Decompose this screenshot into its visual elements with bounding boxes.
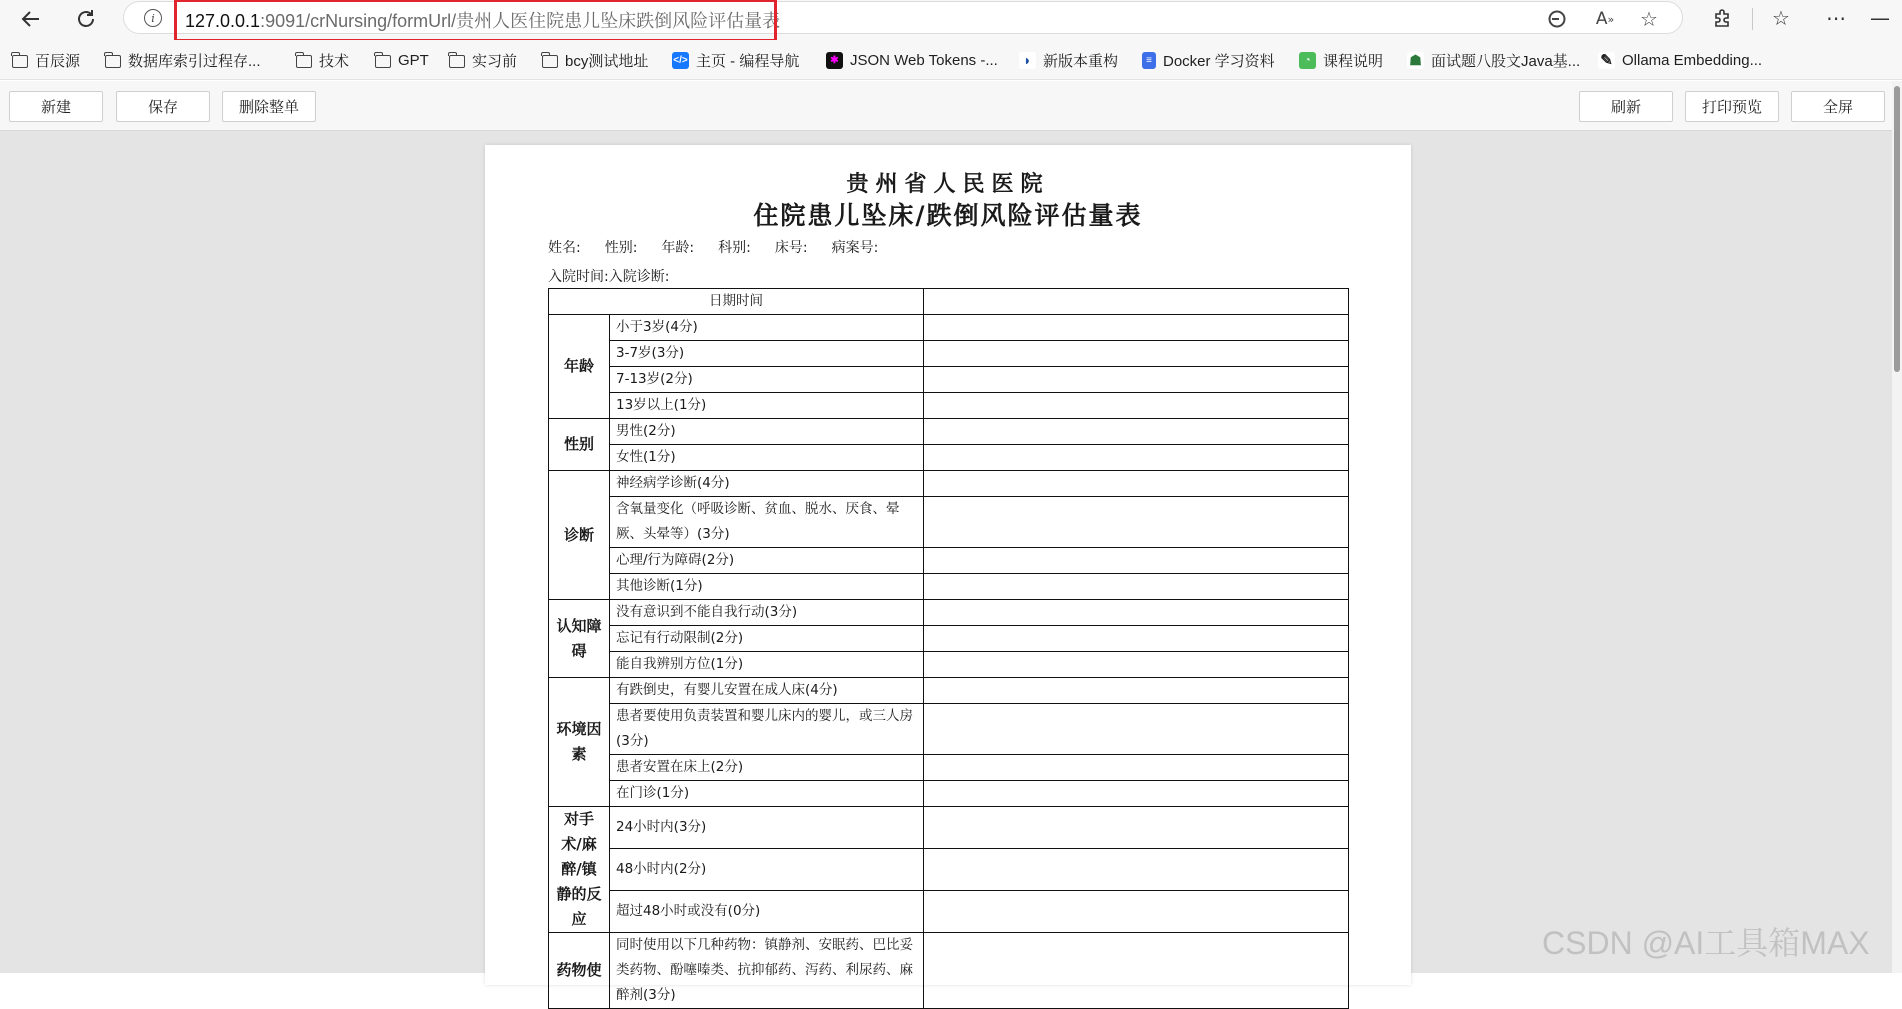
criterion-cell: 心理/行为障碍(2分) (610, 548, 924, 574)
age-label: 年龄: (661, 240, 695, 256)
criterion-cell: 超过48小时或没有(0分) (610, 891, 924, 933)
table-row (549, 704, 1349, 755)
form-title: 住院患儿坠床/跌倒风险评估量表 (753, 201, 1143, 230)
criterion-cell: 13岁以上(1分) (610, 393, 924, 419)
category-cell: 性别 (549, 419, 610, 471)
criterion-cell: 神经病学诊断(4分) (610, 471, 924, 497)
table-row (549, 574, 1349, 600)
patient-info-line (548, 237, 902, 257)
bookmark-item[interactable]: GPT (375, 48, 429, 72)
criterion-cell: 患者安置在床上(2分) (610, 755, 924, 781)
table-row (549, 419, 1349, 445)
risk-assessment-table (548, 288, 1349, 1009)
table-row (549, 367, 1349, 393)
favorites-icon[interactable]: ☆ (1772, 6, 1790, 30)
bookmark-item[interactable]: 技术 (296, 48, 349, 72)
criterion-cell: 在门诊(1分) (610, 781, 924, 807)
date-time-cell[interactable] (924, 289, 1349, 315)
folder-icon (296, 55, 312, 68)
minimize-icon[interactable]: — (1870, 6, 1890, 30)
refresh-button[interactable]: 刷新 (1579, 91, 1673, 122)
bookmark-item[interactable]: 实习前 (449, 48, 517, 72)
criterion-cell: 有跌倒史，有婴儿安置在成人床(4分) (610, 678, 924, 704)
browser-essentials-icon[interactable] (1542, 4, 1572, 34)
category-cell: 年龄 (549, 315, 610, 419)
category-cell: 环境因素 (549, 678, 610, 807)
criterion-cell: 男性(2分) (610, 419, 924, 445)
criterion-cell: 女性(1分) (610, 445, 924, 471)
table-header-row (549, 289, 1349, 315)
bookmarks-bar (0, 40, 1902, 80)
score-cell[interactable] (924, 755, 1349, 781)
url-text[interactable]: 127.0.0.1:9091/crNursing/formUrl/贵州人医住院患儿坠床跌倒风险评估量表 (185, 11, 781, 31)
save-button[interactable]: 保存 (116, 91, 210, 122)
score-cell[interactable] (924, 807, 1349, 849)
table-row (549, 393, 1349, 419)
criterion-cell: 小于3岁(4分) (610, 315, 924, 341)
doc-favicon-icon: ≡ (1142, 52, 1156, 69)
print-preview-button[interactable]: 打印预览 (1685, 91, 1779, 122)
criterion-cell: 含氧量变化（呼吸诊断、贫血、脱水、厌食、晕厥、头晕等）(3分) (610, 497, 924, 548)
gender-label: 性别: (604, 240, 638, 256)
table-row (549, 652, 1349, 678)
table-row (549, 781, 1349, 807)
table-row (549, 755, 1349, 781)
form-toolbar (0, 81, 1892, 131)
table-row (549, 626, 1349, 652)
score-cell[interactable] (924, 891, 1349, 933)
table-row (549, 548, 1349, 574)
category-cell: 药物使 (549, 933, 610, 1009)
jwt-favicon-icon: ✱ (826, 52, 843, 69)
criterion-cell: 48小时内(2分) (610, 849, 924, 891)
score-cell[interactable] (924, 393, 1349, 419)
bookmark-item[interactable]: ✎ Ollama Embedding... (1598, 48, 1762, 72)
bookmark-item[interactable]: ≡ Docker 学习资料 (1142, 48, 1275, 72)
bookmark-item[interactable]: ◗ 新版本重构 (1019, 48, 1118, 72)
favorite-star-icon[interactable]: ☆ (1640, 7, 1658, 31)
table-row (549, 678, 1349, 704)
bookmark-item[interactable]: 数据库索引过程存... (105, 48, 261, 72)
delete-form-button[interactable]: 删除整单 (222, 91, 316, 122)
score-cell[interactable] (924, 315, 1349, 341)
category-cell: 认知障碍 (549, 600, 610, 678)
table-row (549, 315, 1349, 341)
watermark: CSDN @AI工具箱MAX (1542, 925, 1870, 961)
more-menu-icon[interactable]: ⋯ (1826, 6, 1846, 30)
score-cell[interactable] (924, 367, 1349, 393)
score-cell[interactable] (924, 933, 1349, 1009)
score-cell[interactable] (924, 626, 1349, 652)
folder-icon (375, 55, 391, 68)
score-cell[interactable] (924, 849, 1349, 891)
puzzle-icon (1712, 8, 1732, 28)
score-cell[interactable] (924, 678, 1349, 704)
score-cell[interactable] (924, 445, 1349, 471)
toolbar-separator (1752, 8, 1753, 30)
back-button[interactable] (14, 2, 48, 36)
criterion-cell: 能自我辨别方位(1分) (610, 652, 924, 678)
table-row (549, 341, 1349, 367)
table-row (549, 807, 1349, 849)
score-cell[interactable] (924, 781, 1349, 807)
criterion-cell: 患者要使用负责装置和婴儿床内的婴儿，或三人房(3分) (610, 704, 924, 755)
edit-favicon-icon: ✎ (1598, 52, 1615, 69)
table-row (549, 891, 1349, 933)
admission-info-line (548, 266, 669, 286)
criterion-cell: 其他诊断(1分) (610, 574, 924, 600)
reload-icon (75, 8, 97, 30)
app-favicon-icon: ◗ (1019, 52, 1036, 69)
url-highlight-box (174, 0, 777, 42)
category-cell: 对手术/麻醉/镇静的反应 (549, 807, 610, 933)
criterion-cell: 同时使用以下几种药物：镇静剂、安眠药、巴比妥类药物、酚噻嗪类、抗抑郁药、泻药、利尿药、麻醉剂(3分) (610, 933, 924, 1009)
record-no-label: 病案号: (831, 240, 879, 256)
category-cell: 诊断 (549, 471, 610, 600)
refresh-circle-icon (1547, 9, 1567, 29)
code-favicon-icon: </> (672, 52, 689, 69)
table-row (549, 445, 1349, 471)
browser-address-row (0, 0, 1902, 40)
score-cell[interactable] (924, 600, 1349, 626)
bed-label: 床号: (774, 240, 808, 256)
table-row (549, 933, 1349, 1009)
scroll-thumb[interactable] (1894, 86, 1900, 372)
bookmark-item[interactable]: ☗ 面试题八股文Java基... (1407, 48, 1580, 72)
java-favicon-icon: ☗ (1407, 52, 1424, 69)
criterion-cell: 24小时内(3分) (610, 807, 924, 849)
page-scrollbar[interactable] (1892, 81, 1902, 973)
reload-button[interactable] (69, 2, 103, 36)
score-cell[interactable] (924, 471, 1349, 497)
bookmark-item[interactable]: ✱ JSON Web Tokens -... (826, 48, 998, 72)
criterion-cell: 3-7岁(3分) (610, 341, 924, 367)
back-arrow-icon (20, 8, 42, 30)
bookmark-item[interactable]: 百辰源 (12, 48, 80, 72)
fullscreen-button[interactable]: 全屏 (1791, 91, 1885, 122)
department-label: 科别: (718, 240, 751, 256)
folder-icon (105, 55, 121, 68)
date-time-header: 日期时间 (549, 289, 924, 315)
score-cell[interactable] (924, 574, 1349, 600)
folder-icon (449, 55, 465, 68)
admission-diagnosis-label: 入院诊断: (608, 269, 670, 285)
score-cell[interactable] (924, 704, 1349, 755)
score-cell[interactable] (924, 341, 1349, 367)
name-label: 姓名: (548, 240, 581, 256)
table-row (549, 471, 1349, 497)
score-cell[interactable] (924, 652, 1349, 678)
table-row (549, 497, 1349, 548)
folder-icon (542, 55, 558, 68)
app-area (0, 81, 1902, 1003)
score-cell[interactable] (924, 548, 1349, 574)
folder-icon (12, 55, 28, 68)
extensions-icon[interactable] (1704, 0, 1740, 36)
table-row (549, 600, 1349, 626)
admission-time-label: 入院时间: (548, 269, 609, 285)
bookmark-item[interactable]: bcy测试地址 (542, 48, 648, 72)
green-favicon-icon: ◔ (1299, 52, 1316, 69)
bookmark-item[interactable]: </> 主页 - 编程导航 (673, 52, 800, 70)
score-cell[interactable] (924, 419, 1349, 445)
criterion-cell: 7-13岁(2分) (610, 367, 924, 393)
criterion-cell: 忘记有行动限制(2分) (610, 626, 924, 652)
form-paper (485, 145, 1411, 1003)
read-aloud-icon[interactable]: A » (1595, 9, 1615, 29)
bookmark-item[interactable]: ◔ 课程说明 (1299, 48, 1383, 72)
score-cell[interactable] (924, 497, 1349, 548)
site-info-icon[interactable]: i (144, 9, 162, 27)
new-button[interactable]: 新建 (9, 91, 103, 122)
table-row (549, 849, 1349, 891)
hospital-name: 贵州省人民医院 (846, 171, 1050, 197)
criterion-cell: 没有意识到不能自我行动(3分) (610, 600, 924, 626)
